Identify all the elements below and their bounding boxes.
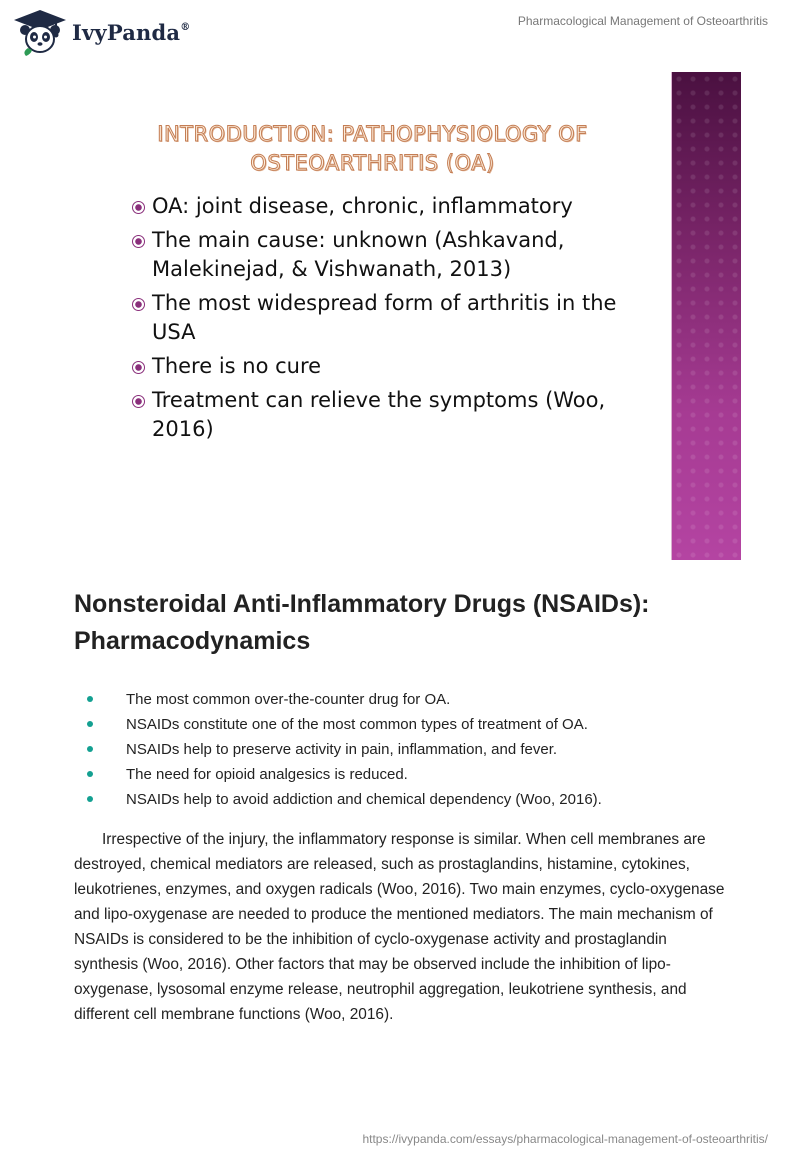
list-item: The need for opioid analgesics is reduced. [86, 762, 726, 787]
slide-decorative-bar [671, 72, 741, 560]
slide-bullet: OA: joint disease, chronic, inflammatory [132, 192, 632, 221]
list-item: The most common over-the-counter drug for OA. [86, 687, 726, 712]
page-header [0, 0, 800, 70]
bullet-dot-icon [87, 771, 93, 777]
circle-bullet-icon [132, 361, 145, 374]
bullet-dot-icon [87, 796, 93, 802]
circle-bullet-icon [132, 395, 145, 408]
ivypanda-logo[interactable] [12, 8, 190, 56]
circle-bullet-icon [132, 235, 145, 248]
running-title: Pharmacological Management of Osteoarthritis [517, 14, 768, 28]
slide-bullet-list [132, 192, 632, 449]
presentation-slide [74, 72, 741, 560]
panda-graduate-icon [12, 8, 68, 56]
slide-bullet: The main cause: unknown (Ashkavand, Malekinejad, & Vishwanath, 2013) [132, 226, 632, 284]
bullet-dot-icon [87, 721, 93, 727]
circle-bullet-icon [132, 298, 145, 311]
slide-title: INTRODUCTION: PATHOPHYSIOLOGY OF OSTEOARTHRITIS (OA) [157, 122, 588, 175]
slide-bullet: Treatment can relieve the symptoms (Woo, 2016) [132, 386, 632, 444]
bullet-dot-icon [87, 696, 93, 702]
body-paragraph: Irrespective of the injury, the inflammatory response is similar. When cell membranes are destroyed, chemical mediators are released, such as prostaglandins, histamine, cytokines, leukotrienes, enzymes, and oxygen radicals (Woo, 2016). Two main enzymes, cyclo-oxygenase and lipo-oxygenase are needed to produce the mentioned mediators. The main mechanism of NSAIDs is considered to be the inhibition of cyclo-oxygenase activity and prostaglandin synthesis (Woo, 2016). Other factors that may be observed include the inhibition of lipo-oxygenase, lysosomal enzyme release, neutrophil aggregation, leukotriene synthesis, and different cell membrane functions (Woo, 2016). [74, 831, 725, 1023]
source-url-link[interactable]: https://ivypanda.com/essays/pharmacological-management-of-osteoarthritis/ [362, 1132, 768, 1146]
list-item: NSAIDs help to avoid addiction and chemical dependency (Woo, 2016). [86, 787, 726, 812]
brand-name: IvyPanda® [72, 19, 191, 45]
list-item: NSAIDs constitute one of the most common types of treatment of OA. [86, 712, 726, 737]
slide-bullet: The most widespread form of arthritis in the USA [132, 289, 632, 347]
slide-bullet: There is no cure [132, 352, 632, 381]
section-heading: Nonsteroidal Anti-Inflammatory Drugs (NSAIDs): Pharmacodynamics [74, 590, 650, 655]
bullet-dot-icon [87, 746, 93, 752]
nsaid-points-list [86, 687, 726, 812]
list-item: NSAIDs help to preserve activity in pain, inflammation, and fever. [86, 737, 726, 762]
circle-bullet-icon [132, 201, 145, 214]
